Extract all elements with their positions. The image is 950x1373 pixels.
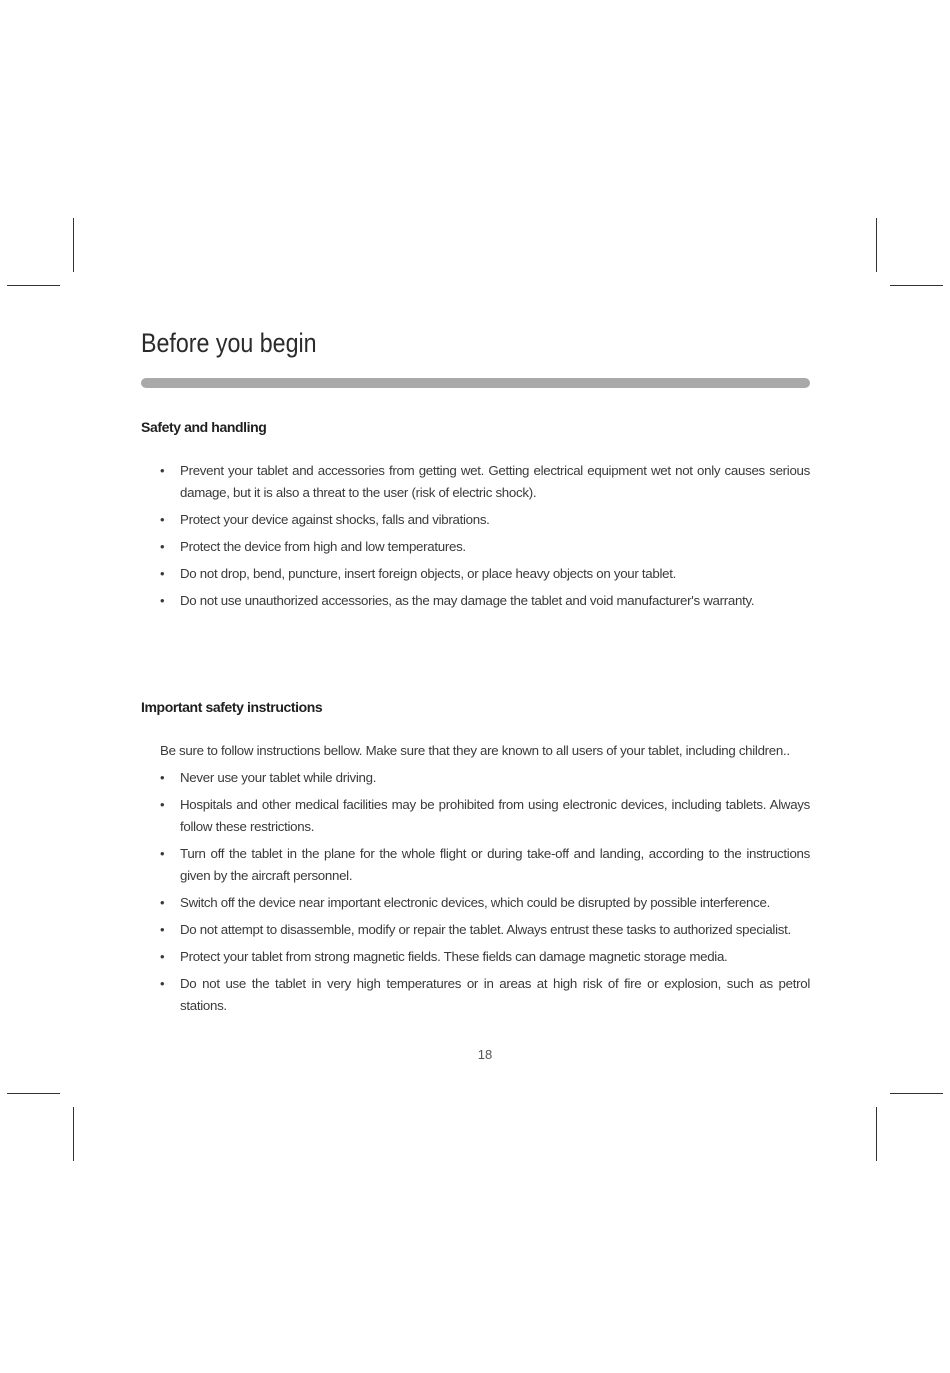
bullet-icon: • bbox=[160, 593, 165, 608]
bullet-icon: • bbox=[160, 566, 165, 581]
page-number: 18 bbox=[477, 1047, 493, 1062]
list-item: • Hospitals and other medical facilities may be prohibited from using electronic devices, including tablets. Always follow these restrictions. bbox=[160, 794, 810, 838]
bullet-icon: • bbox=[160, 922, 165, 937]
crop-mark-top-left-horizontal bbox=[7, 285, 60, 286]
list-item: • Switch off the device near important electronic devices, which could be disrupted by possible interference. bbox=[160, 892, 810, 914]
bullet-icon: • bbox=[160, 797, 165, 812]
list-item: • Do not use the tablet in very high temperatures or in areas at high risk of fire or explosion, such as petrol stations. bbox=[160, 973, 810, 1017]
crop-mark-bottom-right-horizontal bbox=[890, 1093, 943, 1094]
crop-mark-bottom-left-vertical bbox=[73, 1107, 74, 1161]
bullet-icon: • bbox=[160, 539, 165, 554]
bullet-icon: • bbox=[160, 949, 165, 964]
list-item: • Do not drop, bend, puncture, insert foreign objects, or place heavy objects on your tablet. bbox=[160, 563, 810, 585]
crop-mark-top-right-horizontal bbox=[890, 285, 943, 286]
section-intro: Be sure to follow instructions bellow. Make sure that they are known to all users of your tablet, including children.. bbox=[160, 743, 790, 758]
crop-mark-bottom-left-horizontal bbox=[7, 1093, 60, 1094]
bullet-icon: • bbox=[160, 512, 165, 527]
list-item: • Do not use unauthorized accessories, as the may damage the tablet and void manufacturer's warranty. bbox=[160, 590, 810, 612]
list-item: • Protect your tablet from strong magnetic fields. These fields can damage magnetic storage media. bbox=[160, 946, 810, 968]
section-heading-important-safety: Important safety instructions bbox=[141, 699, 323, 715]
title-rule bbox=[141, 378, 810, 388]
list-item: • Protect your device against shocks, falls and vibrations. bbox=[160, 509, 810, 531]
bullet-icon: • bbox=[160, 770, 165, 785]
list-item: • Never use your tablet while driving. bbox=[160, 767, 810, 789]
list-item: • Protect the device from high and low temperatures. bbox=[160, 536, 810, 558]
crop-mark-top-left-vertical bbox=[73, 218, 74, 272]
section-heading-safety: Safety and handling bbox=[141, 419, 267, 435]
list-item: • Do not attempt to disassemble, modify or repair the tablet. Always entrust these tasks to authorized specialist. bbox=[160, 919, 810, 941]
bullet-icon: • bbox=[160, 846, 165, 861]
page-title: Before you begin bbox=[141, 328, 317, 358]
safety-list bbox=[160, 460, 810, 617]
list-item: • Turn off the tablet in the plane for the whole flight or during take-off and landing, according to the instructions given by the aircraft personnel. bbox=[160, 843, 810, 887]
important-safety-list bbox=[160, 767, 810, 1022]
crop-mark-bottom-right-vertical bbox=[876, 1107, 877, 1161]
bullet-icon: • bbox=[160, 976, 165, 991]
crop-mark-top-right-vertical bbox=[876, 218, 877, 272]
bullet-icon: • bbox=[160, 895, 165, 910]
bullet-icon: • bbox=[160, 463, 165, 478]
list-item: • Prevent your tablet and accessories from getting wet. Getting electrical equipment wet not only causes serious damage, but it is also a threat to the user (risk of electric shock). bbox=[160, 460, 810, 504]
